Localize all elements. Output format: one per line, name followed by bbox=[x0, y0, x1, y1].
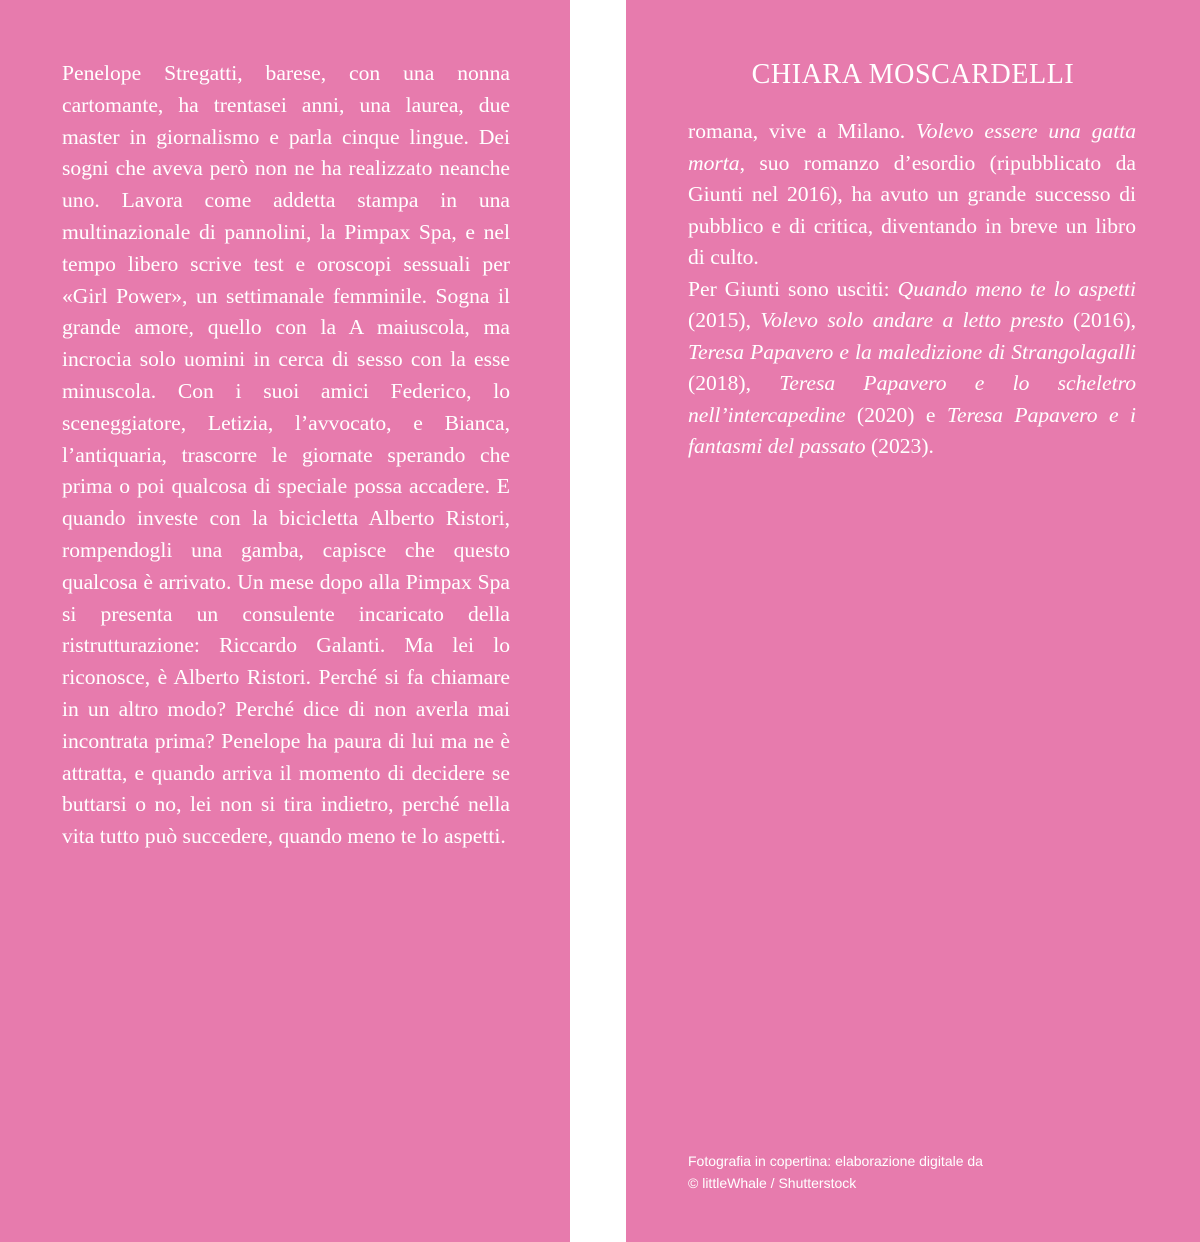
book-title: Teresa Papavero e i fantasmi del passato bbox=[688, 402, 1136, 458]
author-name: CHIARA MOSCARDELLI bbox=[751, 59, 1075, 90]
book-title: Teresa Papavero e la maledizione di Strangolagalli bbox=[688, 339, 1136, 364]
bio-text: , suo romanzo d’esordio (ripubblicato da Giunti nel 2016), ha avuto un grande successo di pubblico e di critica, diventando in breve un libro di culto. bbox=[688, 150, 1136, 269]
bio-text: (2018), bbox=[688, 371, 780, 395]
bio-text: (2016), bbox=[1063, 308, 1137, 332]
left-flap bbox=[0, 0, 570, 1242]
book-title: Teresa Papavero e lo scheletro nell’intercapedine bbox=[688, 371, 1136, 427]
author-bio bbox=[688, 116, 1136, 463]
book-title: Quando meno te lo aspetti bbox=[897, 276, 1136, 301]
right-flap bbox=[626, 0, 1200, 1242]
bio-text: romana, vive a Milano. bbox=[688, 119, 917, 143]
photo-credit bbox=[688, 1150, 1148, 1194]
bio-text: (2015), bbox=[688, 308, 761, 332]
bio-text: (2020) e bbox=[845, 402, 947, 427]
bio-text: (2023). bbox=[865, 434, 934, 458]
photo-credit-line-1: Fotografia in copertina: elaborazione digitale da bbox=[688, 1153, 983, 1169]
bio-paragraph-1 bbox=[688, 116, 1136, 274]
bio-text: Per Giunti sono usciti: bbox=[688, 276, 898, 301]
book-title: Volevo solo andare a letto presto bbox=[760, 308, 1064, 332]
book-title: Volevo essere una gatta morta bbox=[688, 119, 1137, 175]
photo-credit-line-2: © littleWhale / Shutterstock bbox=[688, 1175, 857, 1191]
book-blurb: Penelope Stregatti, barese, con una nonna cartomante, ha trentasei anni, una laurea, due master in giornalismo e parla cinque lingue. Dei sogni che aveva però non ne ha realizzato neanche uno. Lavora come addetta stampa in una multinazionale di pannolini, la Pimpax Spa, e nel tempo libero scrive test e oroscopi sessuali per «Girl Power», un settimanale femminile. Sogna il grande amore, quello con la A maiuscola, ma incrocia solo uomini in cerca di sesso con la esse minuscola. Con i suoi amici Federico, lo sceneggiatore, Letizia, l’avvocato, e Bianca, l’antiquaria, trascorre le giornate sperando che prima o poi qualcosa di speciale possa accadere. E quando investe con la bicicletta Alberto Ristori, rompendogli una gamba, capisce che questo qualcosa è arrivato. Un mese dopo alla Pimpax Spa si presenta un consulente incaricato della ristrutturazione: Riccardo Galanti. Ma lei lo riconosce, è Alberto Ristori. Perché si fa chiamare in un altro modo? Perché dice di non averla mai incontrata prima? Penelope ha paura di lui ma ne è attratta, e quando arriva il momento di decidere se buttarsi o no, lei non si tira indietro, perché nella vita tutto può succedere, quando meno te lo aspetti. bbox=[62, 61, 510, 849]
bio-paragraph-2 bbox=[688, 274, 1136, 463]
